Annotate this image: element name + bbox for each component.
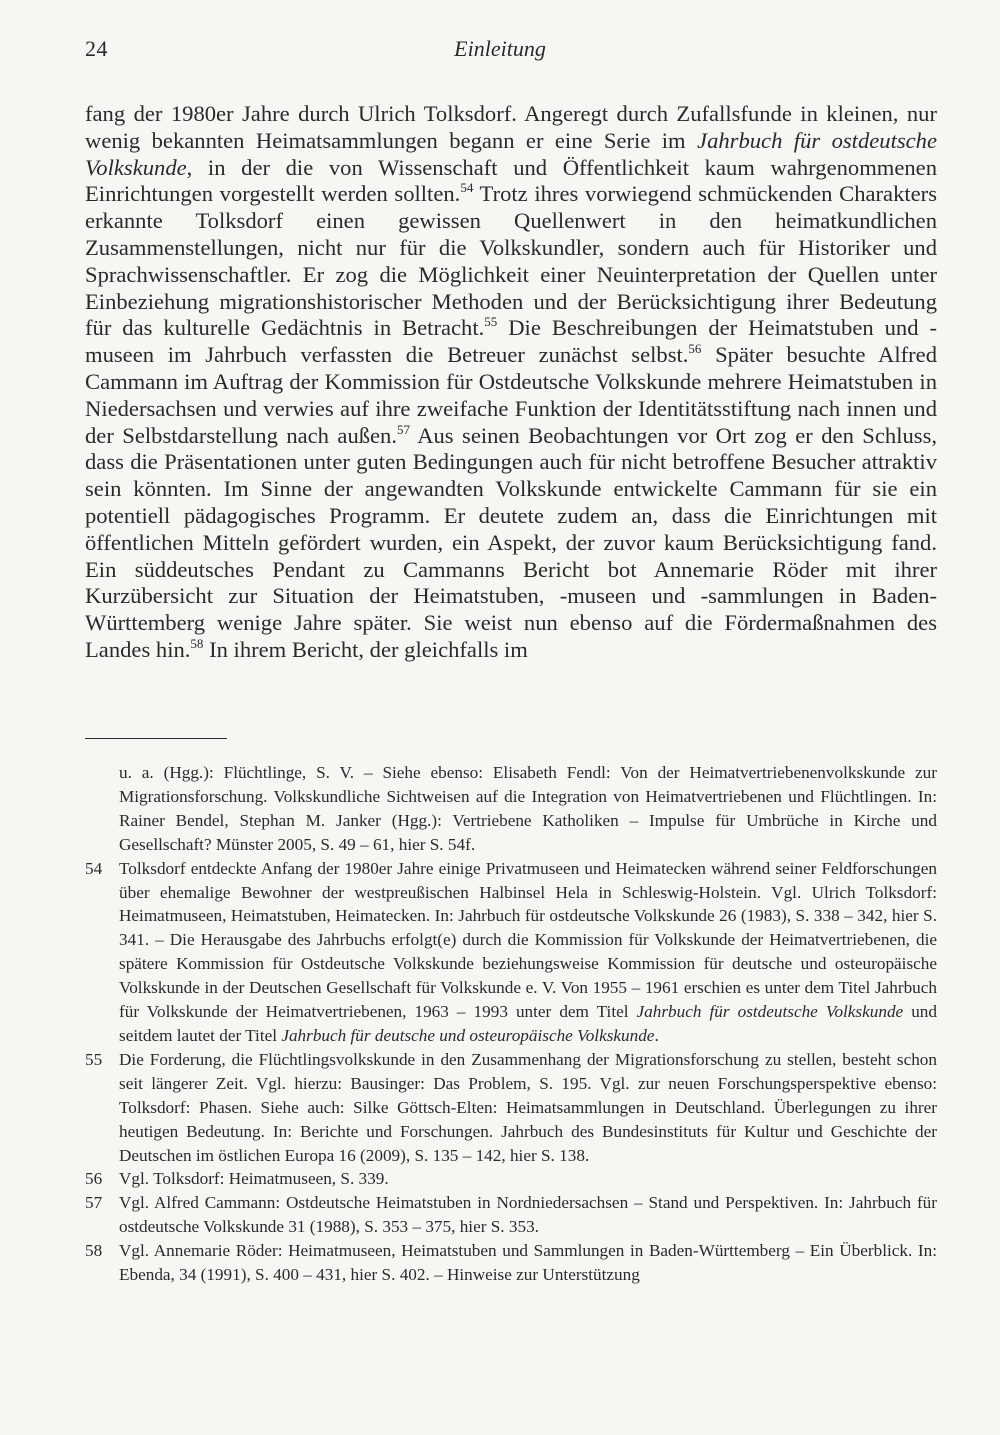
footnote-number: 56 bbox=[85, 1169, 103, 1189]
footnote-58 bbox=[85, 1239, 937, 1287]
text-segment: Die Beschreibungen der Heimatstuben und -museen im Jahrbuch verfassten die Betreuer zunächst selbst. bbox=[85, 315, 937, 368]
running-title: Einleitung bbox=[454, 36, 546, 61]
footnote-continuation bbox=[85, 761, 937, 857]
journal-title: Jahrbuch für deutsche und osteuropäische Volkskunde bbox=[281, 1025, 655, 1045]
main-text bbox=[85, 101, 937, 664]
footnote-text: Tolksdorf entdeckte Anfang der 1980er Jahre einige Privatmuseen und Heimatecken während seiner Feldforschungen über ehemalige Bewohner der westpreußischen Halbinsel Hela in Schleswig-Holstein. Vgl. Ulrich Tolksdorf: Heimatmuseen, Heimatstuben, Heimatecken. In: Jahrbuch für ostdeutsche Volkskunde 26 (1983), S. 338 – 342, hier S. 341. – Die Herausgabe des Jahrbuchs erfolgt(e) durch die Kommission für Volkskunde der Heimatvertriebenen, die spätere Kommission für Ostdeutsche Volkskunde beziehungsweise Kommission für deutsche und osteuropäische Volkskunde in der Deutschen Gesellschaft für Volkskunde e. V. Von 1955 – 1961 erschien es unter dem Titel Jahrbuch für Volkskunde der Heimatvertriebenen, 1963 – 1993 unter dem Titel bbox=[119, 858, 937, 1022]
footnote-text: Vgl. Alfred Cammann: Ostdeutsche Heimatstuben in Nordniedersachsen – Stand und Perspektiven. In: Jahrbuch für ostdeutsche Volkskunde 31 (1988), S. 353 – 375, hier S. 353. bbox=[119, 1193, 937, 1237]
text-segment: , in der die von Wissenschaft und Öffentlichkeit kaum wahrgenommenen Einrichtungen vorgestellt werden sollten. bbox=[85, 154, 937, 207]
footnote-text: Vgl. Annemarie Röder: Heimatmuseen, Heimatstuben und Sammlungen in Baden-Württemberg – Ein Überblick. In: Ebenda, 34 (1991), S. 400 – 431, hier S. 402. – Hinweise zur Unterstützung bbox=[119, 1241, 937, 1285]
footnote-number: 55 bbox=[85, 1049, 103, 1069]
footnote-number: 57 bbox=[85, 1193, 103, 1213]
footnote-text: u. a. (Hgg.): Flüchtlinge, S. V. – Siehe ebenso: Elisabeth Fendl: Von der Heimatvertriebenenvolkskunde zur Migrationsforschung. Volkskundliche Sichtweisen auf die Integration von Heimatvertriebenen und Flüchtlingen. In: Rainer Bendel, Stephan M. Janker (Hgg.): Vertriebene Katholiken – Impulse für Umbrüche in Kirche und Gesellschaft? Münster 2005, S. 49 – 61, hier S. 54f. bbox=[119, 763, 937, 854]
text-segment: In ihrem Bericht, der gleichfalls im bbox=[203, 636, 528, 662]
text-segment: Aus seinen Beobachtungen vor Ort zog er den Schluss, dass die Präsentationen unter guten Bedingungen auch für nicht betroffene Besucher attraktiv sein könnten. Im Sinne der angewandten Volkskunde entwickelte Cammann für sie ein potentiell pädagogisches Programm. Er deutete zudem an, dass die Einrichtungen mit öffentlichen Mitteln gefördert wurden, ein Aspekt, der zuvor kaum Berücksichtigung fand. Ein süddeutsches Pendant zu Cammanns Bericht bot Annemarie Röder mit ihrer Kurzübersicht zur Situation der Heimatstuben, -museen und -sammlungen in Baden-Württemberg wenige Jahre später. Sie weist nun ebenso auf die Fördermaßnahmen des Landes hin. bbox=[85, 422, 938, 662]
footnotes bbox=[85, 761, 937, 1287]
journal-title: Jahrbuch für ostdeutsche Volkskunde bbox=[85, 127, 937, 180]
footnote-text: . bbox=[654, 1025, 659, 1045]
footnote-number: 58 bbox=[85, 1241, 103, 1261]
footnote-text: und seitdem lautet der Titel bbox=[119, 1002, 937, 1045]
footnote-55 bbox=[85, 1048, 937, 1168]
footnote-57 bbox=[85, 1191, 937, 1239]
footnote-56 bbox=[85, 1167, 937, 1191]
footnote-text: Die Forderung, die Flüchtlingsvolkskunde in den Zusammenhang der Migrationsforschung zu stellen, besteht schon seit längerer Zeit. Vgl. hierzu: Bausinger: Das Problem, S. 195. Vgl. zur neuen Forschungsperspektive ebenso: Tolksdorf: Phasen. Siehe auch: Silke Göttsch-Elten: Heimatsammlungen in Deutschland. Überlegungen zu ihrer heutigen Bedeutung. In: Berichte und Forschungen. Jahrbuch des Bundesinstituts für Kultur und Geschichte der Deutschen im östlichen Europa 16 (2009), S. 135 – 142, hier S. 138. bbox=[119, 1049, 937, 1165]
footnote-ref-54[interactable]: 54 bbox=[460, 180, 474, 196]
text-segment: fang der 1980er Jahre durch Ulrich Tolksdorf. Angeregt durch Zufallsfunde in kleinen, nur wenig bekannten Heimatsammlungen begann er eine Serie im bbox=[85, 101, 937, 153]
footnote-separator bbox=[85, 738, 227, 739]
page-number: 24 bbox=[85, 36, 108, 61]
journal-title: Jahrbuch für ostdeutsche Volkskunde bbox=[636, 1002, 904, 1022]
main-paragraph bbox=[85, 101, 937, 664]
text-segment: Später besuchte Alfred Cammann im Auftrag der Kommission für Ostdeutsche Volkskunde mehrere Heimatstuben in Niedersachsen und verwies auf ihre zweifache Funktion der Identitätsstiftung nach innen und der Selbstdarstellung nach außen. bbox=[85, 342, 937, 448]
footnote-ref-58[interactable]: 58 bbox=[190, 635, 204, 651]
footnote-ref-57[interactable]: 57 bbox=[397, 421, 411, 437]
footnote-ref-55[interactable]: 55 bbox=[484, 314, 498, 330]
footnote-54 bbox=[85, 857, 937, 1048]
text-segment: Trotz ihres vorwiegend schmückenden Charakters erkannte Tolksdorf einen gewissen Quellenwert in den heimatkundlichen Zusammenstellungen, nicht nur für die Volkskundler, sondern auch für Historiker und Sprachwissenschaftler. Er zog die Möglichkeit einer Neuinterpretation der Quellen unter Einbeziehung migrationshistorischer Methoden und der Berücksichtigung ihrer Bedeutung für das kulturelle Gedächtnis in Betracht. bbox=[85, 181, 938, 341]
footnote-number: 54 bbox=[85, 858, 103, 878]
footnote-text: Vgl. Tolksdorf: Heimatmuseen, S. 339. bbox=[119, 1169, 389, 1189]
footnote-ref-56[interactable]: 56 bbox=[688, 341, 702, 357]
